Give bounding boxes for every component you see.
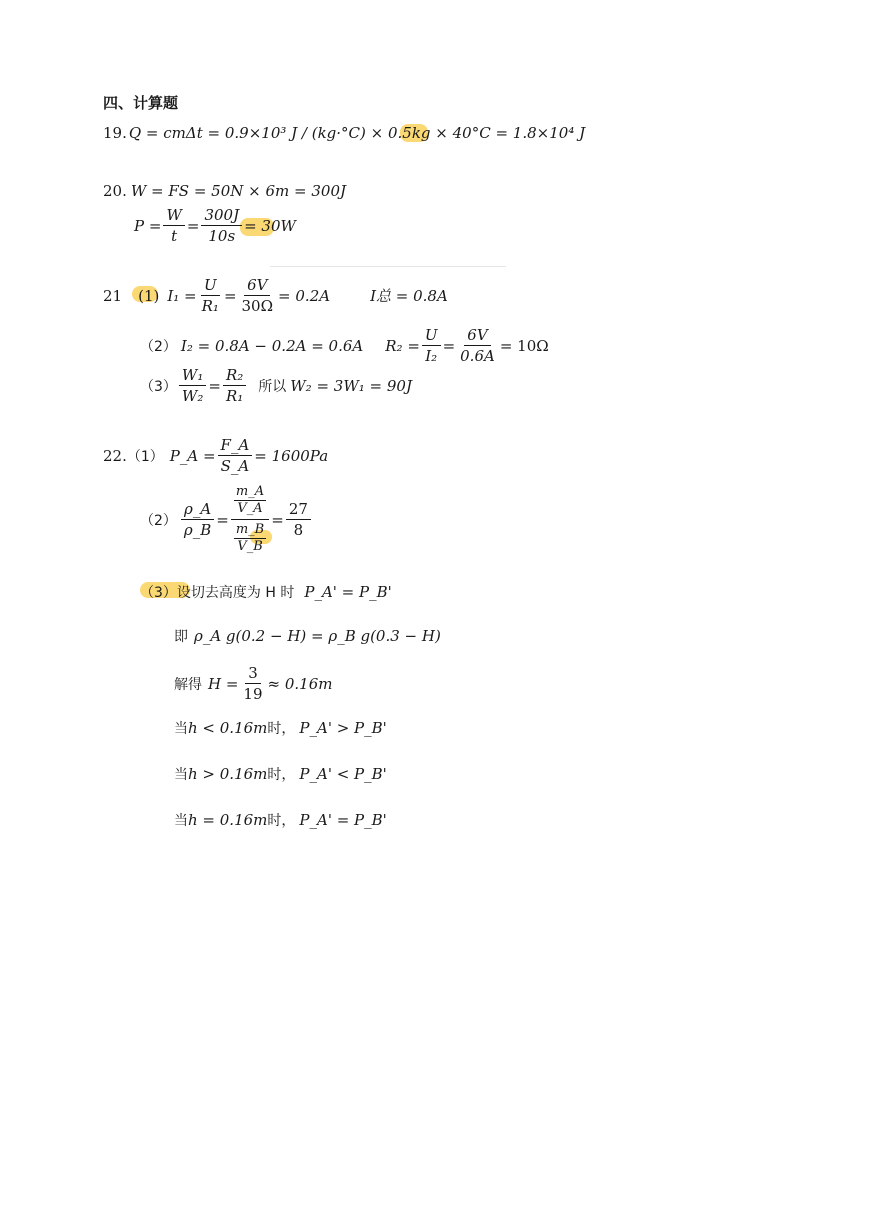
- q22-case-2: [174, 764, 387, 784]
- fraction-numerator: 3: [245, 664, 261, 684]
- q21-part2-lhs: R₂ =: [385, 336, 420, 355]
- q22-part3: [140, 582, 392, 602]
- case-prefix: 当: [174, 721, 188, 737]
- q22-label: 22.: [103, 446, 127, 465]
- q21-part2-result: = 10Ω: [499, 336, 549, 355]
- case-condition: h = 0.16m: [188, 811, 268, 829]
- q21-part1-result: = 0.2A: [278, 286, 331, 305]
- q21-part2-fraction-1: [422, 326, 441, 365]
- q22-line3-prefix: 解得: [174, 676, 202, 693]
- q20-power-lhs: P =: [134, 216, 162, 235]
- q19-equation: Q = cmΔt = 0.9×10³ J / (kg·°C) × 0.5kg × 40°C = 1.8×10⁴ J: [128, 124, 586, 142]
- q21-part1-fraction-1: [199, 276, 222, 315]
- q21-part2: （2） I₂ = 0.8A − 0.2A = 0.6A R₂ = $\frac{U}{\text{I₂}}$ = $\frac{6V}{0.6A}$ = 10Ω: [140, 326, 549, 365]
- fraction-numerator: 300J: [201, 206, 242, 226]
- fraction-numerator: ρ_A: [181, 500, 214, 520]
- case-mid: 时，: [267, 721, 296, 737]
- q22-part2-result-fraction: [286, 500, 311, 539]
- q21-part3: （3） $\frac{\text{W₁}}{\text{W₂}}$ = $\frac{\text{R₂}}{\text{R₁}}$ 所以 W₂ = 3W₁ = 90J: [140, 366, 412, 405]
- case-condition: h > 0.16m: [188, 765, 268, 783]
- q21-part3-result: W₂ = 3W₁ = 90J: [290, 376, 412, 395]
- fraction-numerator: R₂: [223, 366, 246, 386]
- fraction-denominator: 8: [293, 521, 304, 539]
- q21-total-current: I总 = 0.8A: [370, 287, 448, 305]
- fraction-denominator: 10s: [208, 227, 236, 245]
- fraction-numerator: 6V: [244, 276, 270, 296]
- q22-line2-equation: ρ_A g(0.2 − H) = ρ_B g(0.3 − H): [194, 627, 441, 645]
- case-mid: 时，: [267, 813, 296, 829]
- q22-case-1: [174, 718, 387, 738]
- fraction-denominator: R₁: [225, 387, 244, 405]
- fraction-denominator: W₂: [181, 387, 204, 405]
- fraction-numerator: W₁: [179, 366, 206, 386]
- fraction-denominator: 19: [243, 685, 263, 703]
- fraction-denominator: I₂: [425, 347, 438, 365]
- fraction-numerator: F_A: [218, 436, 253, 456]
- fraction-numerator: 6V: [464, 326, 490, 346]
- case-result: P_A' < P_B': [299, 765, 387, 783]
- q22-part2-density-ratio: [181, 500, 214, 539]
- q20-fraction-2: [201, 206, 242, 245]
- q22-case-3: [174, 810, 387, 830]
- q19-line: [103, 124, 585, 142]
- fraction-numerator: m_A: [235, 484, 265, 499]
- fraction-denominator: ρ_B: [183, 521, 212, 539]
- case-result: P_A' = P_B': [299, 811, 387, 829]
- q20-power-result: = 30W: [244, 216, 296, 235]
- q21-part3-text: 所以: [258, 378, 287, 395]
- section-title: 四、计算题: [103, 94, 179, 112]
- q21-part1-lhs: I₁ =: [167, 286, 197, 305]
- q20-label: 20.: [103, 182, 127, 200]
- fraction-denominator: V_A: [237, 501, 263, 516]
- q22-part3-line2: [174, 626, 441, 646]
- compound-denominator: [231, 520, 269, 555]
- q22-part3-line3: [174, 664, 332, 703]
- q21-part2-label: （2）: [140, 338, 177, 355]
- case-prefix: 当: [174, 767, 188, 783]
- fraction-denominator: 30Ω: [241, 297, 274, 315]
- q19-label: 19.: [103, 124, 127, 142]
- fraction-numerator: U: [201, 276, 220, 296]
- case-condition: h < 0.16m: [188, 719, 268, 737]
- q21-part3-fraction-2: [223, 366, 246, 405]
- faint-divider: [270, 266, 506, 267]
- fraction-denominator: S_A: [220, 457, 250, 475]
- fraction-numerator: m_B: [235, 522, 265, 537]
- q22-part2-label: （2）: [140, 512, 177, 529]
- q20-fraction-1: [163, 206, 184, 245]
- fraction-denominator: t: [171, 227, 178, 245]
- fraction-denominator: V_B: [237, 539, 263, 554]
- fraction-denominator: R₁: [201, 297, 219, 315]
- q21-part1-label: (1): [138, 286, 160, 305]
- q22-line2-prefix: 即: [174, 629, 188, 645]
- q22-part3-label: （3）: [140, 585, 177, 601]
- fraction-numerator: 27: [286, 500, 311, 520]
- q22-part2-compound-fraction: [231, 484, 269, 555]
- q21-part3-fraction-1: [179, 366, 206, 405]
- q22-part1-result: = 1600Pa: [254, 446, 329, 465]
- case-mid: 时，: [267, 767, 296, 783]
- q20-line1: [103, 182, 346, 200]
- q21-label: 21: [103, 286, 123, 305]
- compound-numerator: [231, 484, 269, 520]
- q22-part3-condition: P_A' = P_B': [304, 583, 392, 601]
- q21-part2-fraction-2: [457, 326, 498, 365]
- q21-part2-equation: I₂ = 0.8A − 0.2A = 0.6A: [180, 336, 364, 355]
- q22-line3-result: ≈ 0.16m: [267, 674, 333, 693]
- fraction-numerator: U: [422, 326, 441, 346]
- q21-part1-fraction-2: [239, 276, 277, 315]
- fraction-numerator: W: [163, 206, 184, 226]
- q21-part3-label: （3）: [140, 378, 177, 395]
- case-prefix: 当: [174, 813, 188, 829]
- q22-line3-lhs: H =: [208, 674, 239, 693]
- q20-line2: P = $\frac{W}{t}$ = $\frac{300J}{10s}$ = 30W: [134, 206, 296, 245]
- q21-part1: 21 (1) I₁ = $\frac{U}{\text{R₁}}$ = $\frac{6V}{30\Omega}$ = 0.2A I总 = 0.8A: [103, 276, 448, 315]
- q22-part1-label: （1）: [126, 448, 164, 465]
- q22-part2: （2） $\frac{\rho\_A}{\rho\_B}$ = $\frac{\frac{m\_A}{V\_A}}{\frac{m\_B}{V\_B}}$ = $\frac{27}{8}$: [140, 484, 313, 555]
- q22-part1-fraction: [218, 436, 253, 475]
- q20-work-equation: W = FS = 50N × 6m = 300J: [130, 182, 347, 200]
- case-result: P_A' > P_B': [299, 719, 387, 737]
- fraction-denominator: 0.6A: [460, 347, 495, 365]
- q22-part1-lhs: P_A =: [169, 446, 216, 465]
- q22-line3-fraction: [240, 664, 265, 703]
- q22-part3-text: 设切去高度为 H 时: [176, 585, 295, 601]
- q22-part1: [103, 436, 328, 475]
